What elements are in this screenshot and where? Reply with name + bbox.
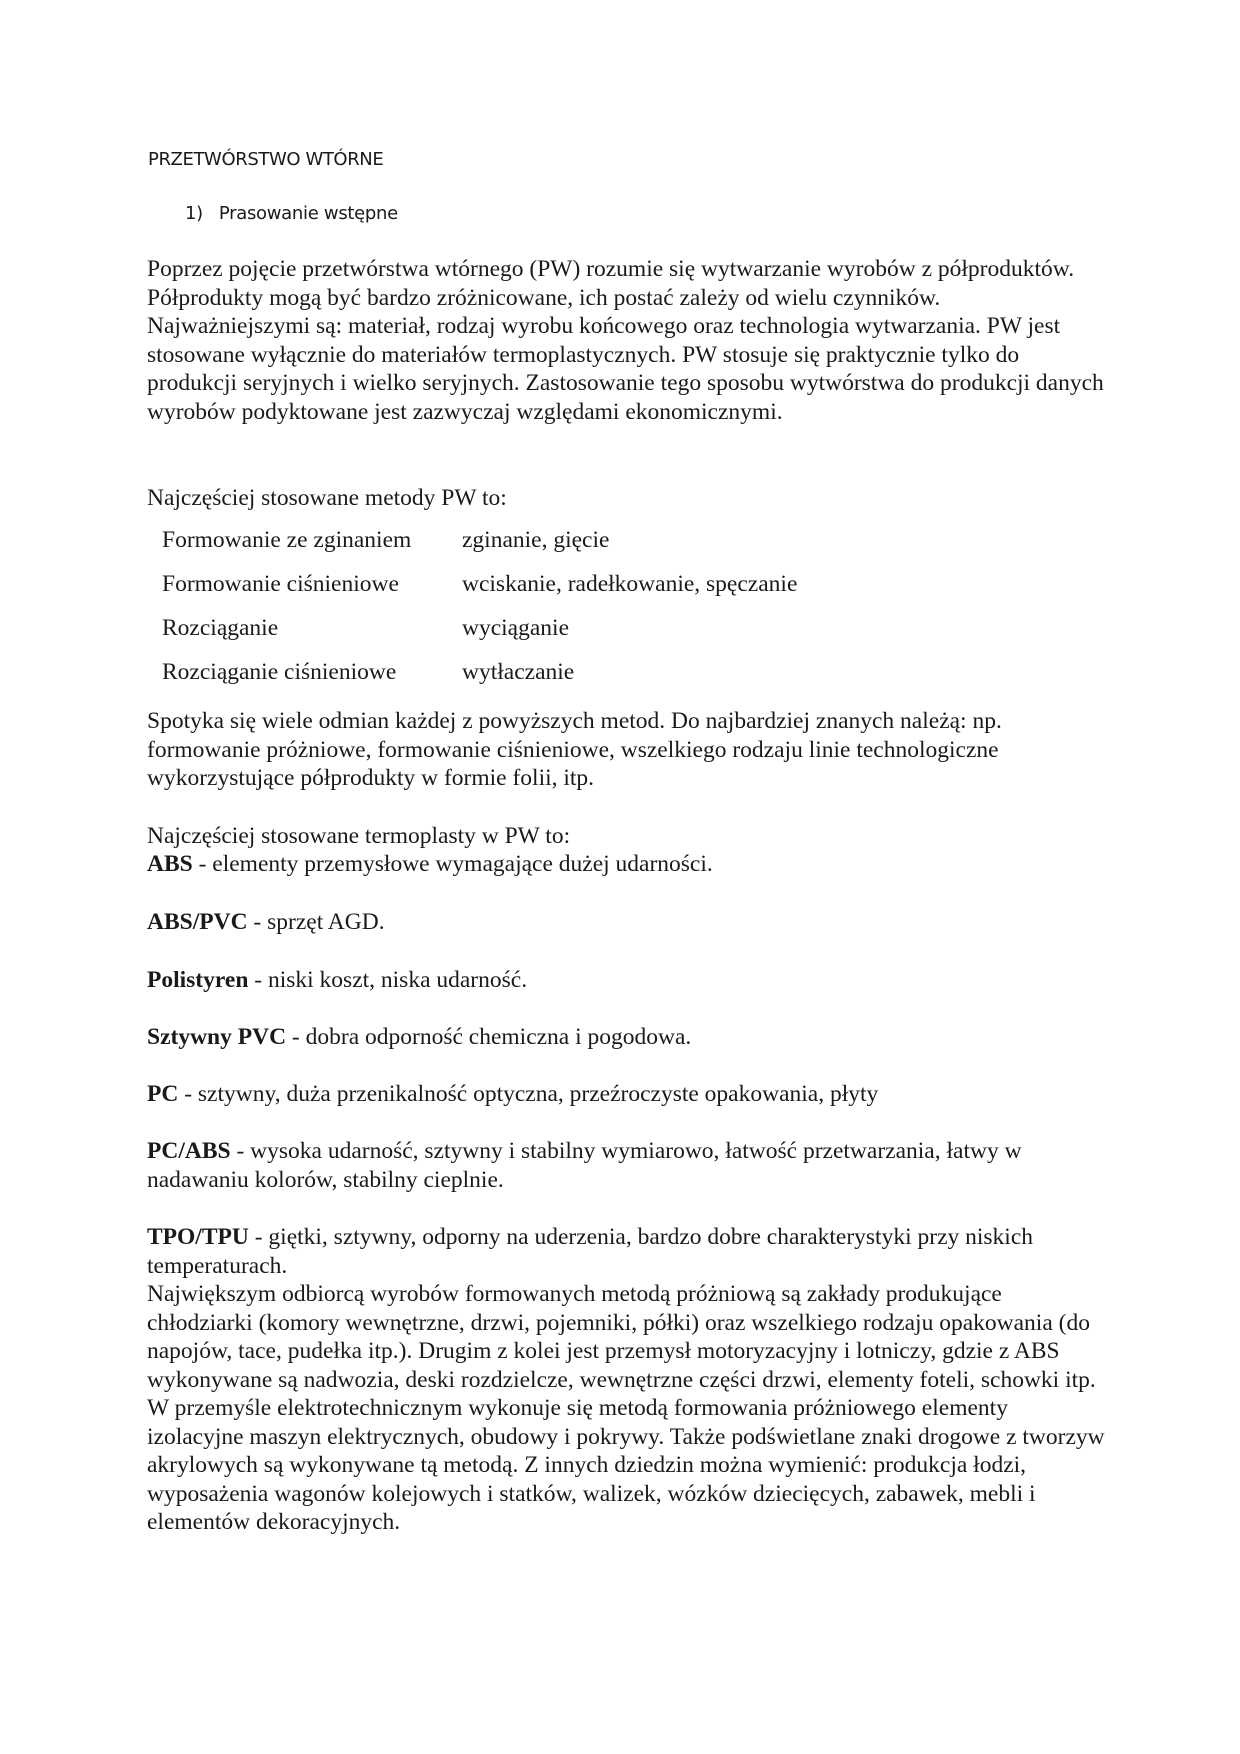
methods-row — [162, 570, 797, 614]
thermoplastic-item — [147, 1023, 1107, 1052]
thermoplastic-name: PC/ABS — [147, 1138, 231, 1164]
thermoplastic-name: ABS — [147, 851, 193, 877]
section-heading — [185, 203, 398, 224]
methods-table — [162, 526, 797, 702]
thermoplastic-name: Sztywny PVC — [147, 1024, 287, 1050]
thermoplastic-item — [147, 1137, 1107, 1194]
method-examples: wyciąganie — [462, 615, 570, 641]
variants-paragraph: Spotyka się wiele odmian każdej z powyższych metod. Do najbardziej znanych należą: np. formowanie próżniowe, formowanie ciśnieniowe, wszelkiego rodzaju linie technologiczne wykorzystujące półprodukty w formie folii, itp. — [147, 708, 1002, 791]
thermoplastic-item — [147, 850, 1107, 879]
methods-row — [162, 658, 797, 702]
methods-row — [162, 614, 797, 658]
method-name: Formowanie ciśnieniowe — [162, 571, 399, 597]
method-name: Formowanie ze zginaniem — [162, 527, 412, 553]
thermoplastic-item — [147, 966, 1107, 995]
method-examples: wciskanie, radełkowanie, spęczanie — [462, 571, 798, 597]
thermoplastic-name: TPO/TPU — [147, 1224, 249, 1250]
thermoplastic-description: - sprzęt AGD. — [247, 909, 385, 935]
final-paragraph: Największym odbiorcą wyrobów formowanych metodą próżniową są zakłady produkujące chłodziarki (komory wewnętrzne, drzwi, pojemniki, półki) oraz wszelkiego rodzaju opakowania (do napojów, tace, pudełka itp.). Drugim z kolei jest przemysł motoryzacyjny i lotniczy, gdzie z ABS wykonywane są nadwozia, deski rozdzielcze, wewnętrzne części drzwi, elementy foteli, schowki itp. W przemyśle elektrotechnicznym wykonuje się metodą formowania próżniowego elementy izolacyjne maszyn elektrycznych, obudowy i pokrywy. Także podświetlane znaki drogowe z tworzyw akrylowych są wykonywane tą metodą. Z innych dziedzin można wymienić: produkcja łodzi, wyposażenia wagonów kolejowych i statków, walizek, wózków dziecięcych, zabawek, mebli i elementów dekoracyjnych. — [147, 1281, 1105, 1535]
intro-paragraph: Poprzez pojęcie przetwórstwa wtórnego (PW) rozumie się wytwarzanie wyrobów z półproduktów. Półprodukty mogą być bardzo zróżnicowane, ich postać zależy od wielu czynników. Najważniejszymi są: materiał, rodzaj wyrobu końcowego oraz technologia wytwarzania. PW jest stosowane wyłącznie do materiałów termoplastycznych. PW stosuje się praktycznie tylko do produkcji seryjnych i wielko seryjnych. Zastosowanie tego sposobu wytwórstwa do produkcji danych wyrobów podyktowane jest zazwyczaj względami ekonomicznymi. — [147, 256, 1104, 425]
thermoplastic-description: - giętki, sztywny, odporny na uderzenia, bardzo dobre charakterystyki przy niskich temperaturach. — [147, 1224, 1034, 1279]
method-examples: wytłaczanie — [462, 659, 575, 685]
thermoplastic-description: - wysoka udarność, sztywny i stabilny wymiarowo, łatwość przetwarzania, łatwy w nadawaniu kolorów, stabilny cieplnie. — [147, 1138, 1022, 1193]
thermoplastic-item — [147, 908, 1107, 937]
thermoplastic-description: - niski koszt, niska udarność. — [248, 967, 528, 993]
methods-label: Najczęściej stosowane metody PW to: — [147, 485, 507, 511]
thermoplastic-name: PC — [147, 1081, 179, 1107]
methods-row — [162, 526, 797, 570]
thermoplastic-item — [147, 1223, 1107, 1280]
method-name: Rozciąganie ciśnieniowe — [162, 659, 397, 685]
section-number: 1) — [185, 203, 203, 224]
thermoplastic-description: - elementy przemysłowe wymagające dużej udarności. — [192, 851, 713, 877]
method-name: Rozciąganie — [162, 615, 279, 641]
thermoplastic-description: - dobra odporność chemiczna i pogodowa. — [286, 1024, 692, 1050]
section-heading-text: Prasowanie wstępne — [218, 203, 398, 224]
thermoplastic-description: - sztywny, duża przenikalność optyczna, przeźroczyste opakowania, płyty — [178, 1081, 879, 1107]
thermoplastics-label: Najczęściej stosowane termoplasty w PW to: — [147, 823, 571, 849]
thermoplastic-name: ABS/PVC — [147, 909, 248, 935]
document-title: PRZETWÓRSTWO WTÓRNE — [148, 149, 384, 170]
thermoplastic-name: Polistyren — [147, 967, 249, 993]
thermoplastic-item — [147, 1080, 1107, 1109]
method-examples: zginanie, gięcie — [462, 527, 610, 553]
